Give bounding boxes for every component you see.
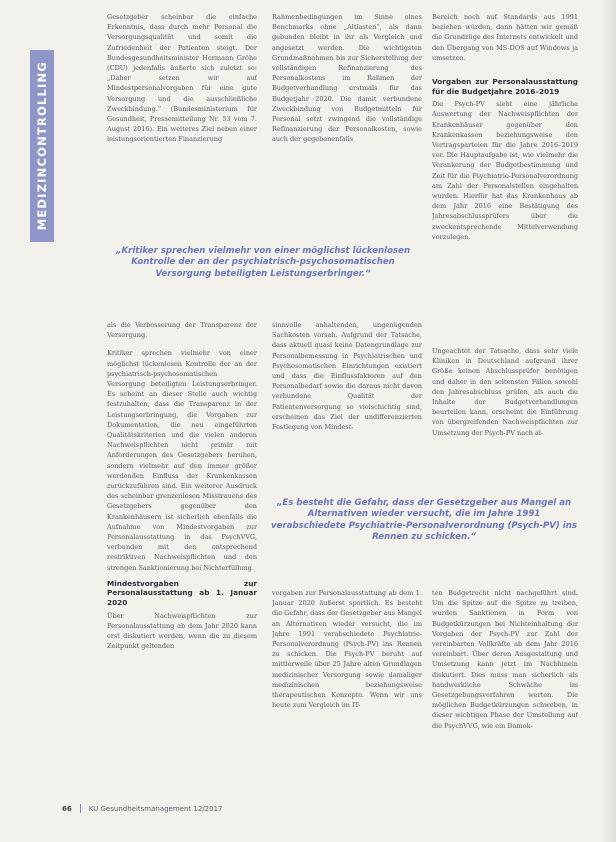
journal-name: KU Gesundheitsmanagement 12/2017: [88, 804, 223, 813]
paragraph: als die Verbesserung der Transparenz der Versorgung.: [107, 321, 257, 340]
paragraph: Über Nachweispflichten zur Personalausstattung ab dem Jahr 2020 kann erst diskutiert werden, wenn die zu diesem Zeitpunkt geltenden: [107, 611, 257, 651]
bottom-column-2: [272, 588, 422, 808]
section-heading: Mindestvorgaben zur Personalausstattung ab 1. Januar 2020: [107, 578, 257, 608]
footer-divider: [80, 804, 81, 813]
paragraph: Gesetzgeber scheinbar die einfache Erkenntnis, dass durch mehr Personal die Versorgungsqualität und somit die Zufriedenheit der Patienten steigt. Der Bundesgesundheitsminister Hermann Gröhe (CDU) jedenfalls äußerte sich zuletzt so: „Daher setzen wir auf Mindestpersonalvorgaben für eine gute Versorgung und die ausschließliche Zweckbindung.“ (Bundesministerium für Gesundheit, Pressemitteilung Nr. 53 vom 7. August 2016). Ein weiteres Ziel neben einer leistungsorientierten Finanzierung: [107, 13, 257, 144]
bottom-column-3: [432, 588, 578, 808]
paragraph: vorgaben zur Personalausstattung ab dem 1. Januar 2020 äußerst sportlich. Es besteht die Gefahr, dass der Gesetzgeber aus Mangel an Alternativen wieder versucht, die im Jahre 1991 verabschiedete Psychiatrie-Personalverordnung (Psych-PV) ins Rennen zu schicken. Die Psych-PV beruht auf mittlerweile über 25 Jahre alten Grundlagen medizinischer Versorgung sowie damaliger medizinischen beziehungsweise therapeutischen Konzepte. Wenn wir uns heute zum Vergleich im IT-: [272, 589, 422, 710]
top-column-1: [107, 12, 257, 214]
paragraph: Ungeachtet der Tatsache, dass sehr viele Kliniken in Deutschland aufgrund ihrer Größe keinen Abschlussprüfer benötigen und daher in den seltensten Fällen sowohl den Jahresabschluss prüfen, als auch die Inhalte der Budgetverhandlungen beurteilen kann, erscheint die Einführung von übergreifenden Nachweispflichten zur Umsetzung der Psych-PV nach al-: [432, 347, 578, 437]
top-column-2: [272, 12, 422, 214]
paragraph: sinnvolle anhaltenden, ungenügenden Sachkosten vorsah. Aufgrund der Tatsache, dass aktuell quasi keine Datengrundlage zur Personalbemessung in Psychiatrischen und Psychosomatischen Einrichtungen existiert und dass die Einflussfaktoren auf den Personalbedarf sowie die daraus nicht davon verbundene Qualität der Patientenversorgung so vielschichtig sind, erscheinen das Ziel der undifferenzierten Festlegung von Mindest-: [272, 321, 422, 432]
middle-column-2: [272, 320, 422, 450]
page-footer: [62, 804, 222, 813]
section-tab: [30, 50, 54, 242]
section-heading: Vorgaben zur Personalausstattung für die Budgetjahre 2016–2019: [432, 77, 578, 96]
paragraph: Kritiker sprechen vielmehr von einer möglichst lückenlosen Kontrolle der an der psychiatrisch-psychosomatischen Versorgung beteiligten Leistungserbringer. Es scheint an dieser Stelle auch wichtig festzuhalten, dass die Transparenz in der Leistungserbringung, die Vorgaben zur Dokumentation, die neu eingeführten Qualitätskriterien und die vielen anderen Nachweispflichten nicht primär mit Anforderungen des Gesetzgebers beruhen, sondern vielmehr auf den immer größer werdenden Einfluss der Krankenkassen zurückzuführen sind. Ein weiterer Ausdruck des scheinbar grenzenlosen Misstrauens des Gesetzgebers gegenüber den Krankenhäusern ist sicherlich ebenfalls die Aufnahme von Mindestvorgaben zur Personalausstattung in das PsychVVG, verbunden mit den entsprechend restriktiven Nachweispflichten und den strengen Sanktionierung bei Nichterfüllung.: [107, 349, 257, 572]
paragraph: ten Budgetrecht nicht nachgeführt sind. Um die Spitze auf die Spitze zu treiben, wurden Sanktionen in Form von Budgetkürzungen bei Nichteinhaltung der Vorgaben der Psych-PV zur Zahl der vereinbarten Vollkräfte ab dem Jahr 2016 vereinbart. Über deren Ausgestaltung und Umsetzung kann jetzt im Nachhinein diskutiert. Dies muss man sicherlich als handwerkliche Schwäche im Gesetzgebungsverfahren werten. Die möglichen Budgetkürzungen schweben, in dieser wichtigen Phase der Umstellung auf die PsychVVG, wie ein Damok-: [432, 589, 578, 730]
section-tab-label: MEDIZINCONTROLLING: [35, 61, 49, 231]
middle-column-1: [107, 320, 257, 806]
paragraph: Bereich noch auf Standards aus 1991 beziehen würden, dann hätten wir gemäß die Grundzüge des Internets entwickelt und den Übergang von MS-DOS auf Windows ja umsetzen.: [432, 13, 578, 62]
middle-column-3: [432, 346, 578, 450]
scan-edge-shadow: [602, 0, 616, 842]
top-column-3: [432, 12, 578, 342]
paragraph: Rahmenbedingungen im Sinne eines Benchmarks ohne „Altlasten“, als dann gebunden bleibt in ihr als Vergleich und angesetzt werden. Die wichtigsten Grundmaßnahmen bis zur Sicherstellung der vollständigen Refinanzierung des Personalkostens im Rahmen der Budgetverhandlung erstmals für das Budgetjahr 2020. Die damit verbundene Zweckbindung von Budgetmitteln für Personal setzt zwingend die vollständige Refinanzierung der Personalkosten, sowie auch der gegebenenfalls: [272, 13, 422, 144]
page-number: 66: [62, 804, 72, 813]
pull-quote: „Kritiker sprechen vielmehr von einer möglichst lückenlosen Kontrolle der an der psychiatrisch-psychosomatischen Versorgung beteiligten Leistungserbringer.“: [115, 246, 411, 279]
paragraph: Die Psych-PV sieht eine jährliche Auswertung der Nachweispflichten der Krankenhäuser gegenüber den Krankenkassen beziehungsweise den Vertragsparteien für die Jahre 2016–2019 vor. Die Hauptaufgabe ist, wie vielmehr die Verankerung der Budgetbestimmung und Zeit für die Psychiatrie-Personalverordnung am Zahl der Personalstellen eingehalten wurden. Hierfür hat das Krankenhaus ab dem Jahr 2016 eine Bestätigung des Jahresabschlussprüfers über die zweckentsprechende Mittelverwendung vorzulegen.: [432, 100, 578, 241]
pull-quote: „Es besteht die Gefahr, dass der Gesetzgeber aus Mangel an Alternativen wieder versucht, die im Jahre 1991 verabschiedete Psychiatrie-Personalverordnung (Psych-PV) ins Rennen zu schicken.“: [271, 498, 577, 543]
